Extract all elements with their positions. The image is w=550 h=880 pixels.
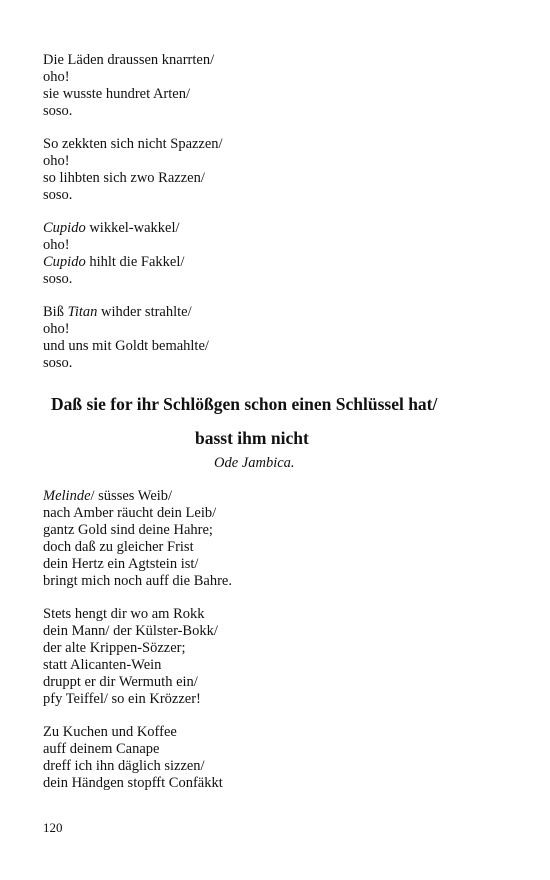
verse-line: so lihbten sich zwo Razzen/ xyxy=(43,170,205,186)
stanza-6 xyxy=(43,606,218,708)
page-number: 120 xyxy=(43,820,63,835)
stanza-3 xyxy=(43,220,184,288)
stanza-7 xyxy=(43,724,223,792)
verse-line: doch daß zu gleicher Frist xyxy=(43,539,194,555)
verse-line: der alte Krippen-Sözzer; xyxy=(43,640,186,656)
verse-line: soso. xyxy=(43,187,73,203)
verse-line: dein Mann/ der Külster-Bokk/ xyxy=(43,623,218,639)
verse-line: oho! xyxy=(43,321,70,337)
verse-line: soso. xyxy=(43,103,73,119)
verse-line: dreff ich ihn däglich sizzen/ xyxy=(43,758,205,774)
stanza-5 xyxy=(43,488,232,590)
verse-line: So zekkten sich nicht Spazzen/ xyxy=(43,136,223,152)
verse-line: bringt mich noch auff die Bahre. xyxy=(43,573,232,589)
verse-line: dein Händgen stopfft Confäkkt xyxy=(43,775,223,791)
verse-line: statt Alicanten-Wein xyxy=(43,657,162,673)
stanza-1 xyxy=(43,52,214,120)
poem-subtitle: Ode Jambica. xyxy=(214,455,295,471)
verse-line: Biß Titan wihder strahlte/ xyxy=(43,304,192,320)
verse-line: Stets hengt dir wo am Rokk xyxy=(43,606,205,622)
verse-line: Zu Kuchen und Koffee xyxy=(43,724,177,740)
verse-line: sie wusste hundret Arten/ xyxy=(43,86,190,102)
verse-line: oho! xyxy=(43,153,70,169)
verse-line: nach Amber räucht dein Leib/ xyxy=(43,505,217,521)
poem-title-line-2: basst ihm nicht xyxy=(195,428,309,448)
stanza-4 xyxy=(43,304,209,372)
verse-line: auff deinem Canape xyxy=(43,741,160,757)
verse-line: und uns mit Goldt bemahlte/ xyxy=(43,338,209,354)
verse-line: Cupido hihlt die Fakkel/ xyxy=(43,254,185,270)
verse-line: oho! xyxy=(43,69,70,85)
verse-line: soso. xyxy=(43,271,73,287)
verse-line: druppt er dir Wermuth ein/ xyxy=(43,674,198,690)
verse-line: dein Hertz ein Agtstein ist/ xyxy=(43,556,199,572)
verse-line: soso. xyxy=(43,355,73,371)
verse-line: oho! xyxy=(43,237,70,253)
poem-title-line-1: Daß sie for ihr Schlößgen schon einen Schlüssel hat/ xyxy=(51,394,438,414)
verse-line: Melinde/ süsses Weib/ xyxy=(43,488,173,504)
verse-line: gantz Gold sind deine Hahre; xyxy=(43,522,213,538)
stanza-2 xyxy=(43,136,223,204)
verse-line: Die Läden draussen knarrten/ xyxy=(43,52,215,68)
verse-line: Cupido wikkel-wakkel/ xyxy=(43,220,180,236)
verse-line: pfy Teiffel/ so ein Krözzer! xyxy=(43,691,201,707)
